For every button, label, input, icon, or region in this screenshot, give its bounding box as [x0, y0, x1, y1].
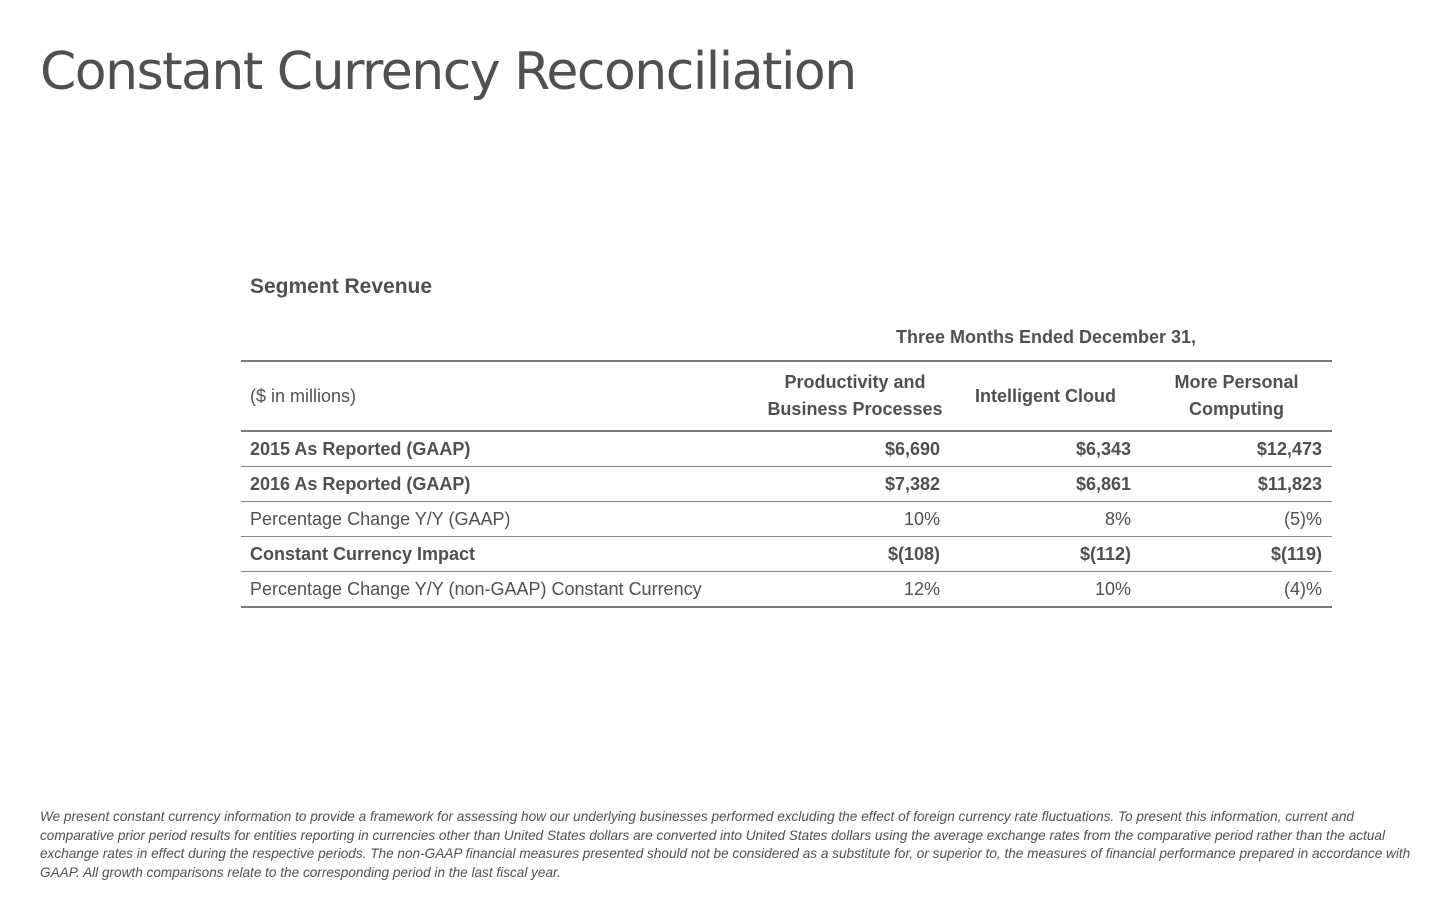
table-cell: (5)%	[1141, 502, 1332, 537]
row-label: Constant Currency Impact	[241, 537, 760, 572]
section-title: Segment Revenue	[250, 275, 433, 298]
table-row	[241, 467, 1332, 502]
table-cell: 10%	[950, 572, 1141, 608]
row-label: Percentage Change Y/Y (GAAP)	[241, 502, 760, 537]
period-header: Three Months Ended December 31,	[895, 327, 1197, 347]
unit-label: ($ in millions)	[250, 385, 357, 406]
table-cell: $6,690	[760, 431, 950, 467]
table-cell: $7,382	[760, 467, 950, 502]
table-row	[241, 537, 1332, 572]
column-header-more-personal-computing: More Personal Computing	[1174, 372, 1299, 419]
table-cell: $(119)	[1141, 537, 1332, 572]
row-label: 2015 As Reported (GAAP)	[241, 431, 760, 467]
row-label: 2016 As Reported (GAAP)	[241, 467, 760, 502]
table-cell: $12,473	[1141, 431, 1332, 467]
table-header-row	[241, 361, 1332, 431]
page-title: Constant Currency Reconciliation	[40, 42, 856, 102]
table-cell: (4)%	[1141, 572, 1332, 608]
table-row	[241, 502, 1332, 537]
table-row	[241, 431, 1332, 467]
table-cell: 8%	[950, 502, 1141, 537]
footnote: We present constant currency information to provide a framework for assessing how our underlying businesses performed excluding the effect of foreign currency rate fluctuations. To present this information, current and comparative prior period results for entities reporting in currencies other than United States dollars are converted into United States dollars using the average exchange rates from the comparative period rather than the actual exchange rates in effect during the respective periods. The non-GAAP financial measures presented should not be considered as a substitute for, or superior to, the measures of financial performance prepared in accordance with GAAP. All growth comparisons relate to the corresponding period in the last fiscal year.	[40, 809, 1411, 880]
table-cell: $6,343	[950, 431, 1141, 467]
column-header-intelligent-cloud: Intelligent Cloud	[975, 385, 1116, 406]
table-cell: $6,861	[950, 467, 1141, 502]
table-cell: $(108)	[760, 537, 950, 572]
row-label: Percentage Change Y/Y (non-GAAP) Constant Currency	[241, 572, 760, 608]
table-cell: $(112)	[950, 537, 1141, 572]
column-header-productivity: Productivity and Business Processes	[767, 372, 943, 419]
table-row	[241, 572, 1332, 608]
table-cell: 12%	[760, 572, 950, 608]
segment-revenue-table	[241, 360, 1332, 608]
table-cell: 10%	[760, 502, 950, 537]
table-cell: $11,823	[1141, 467, 1332, 502]
